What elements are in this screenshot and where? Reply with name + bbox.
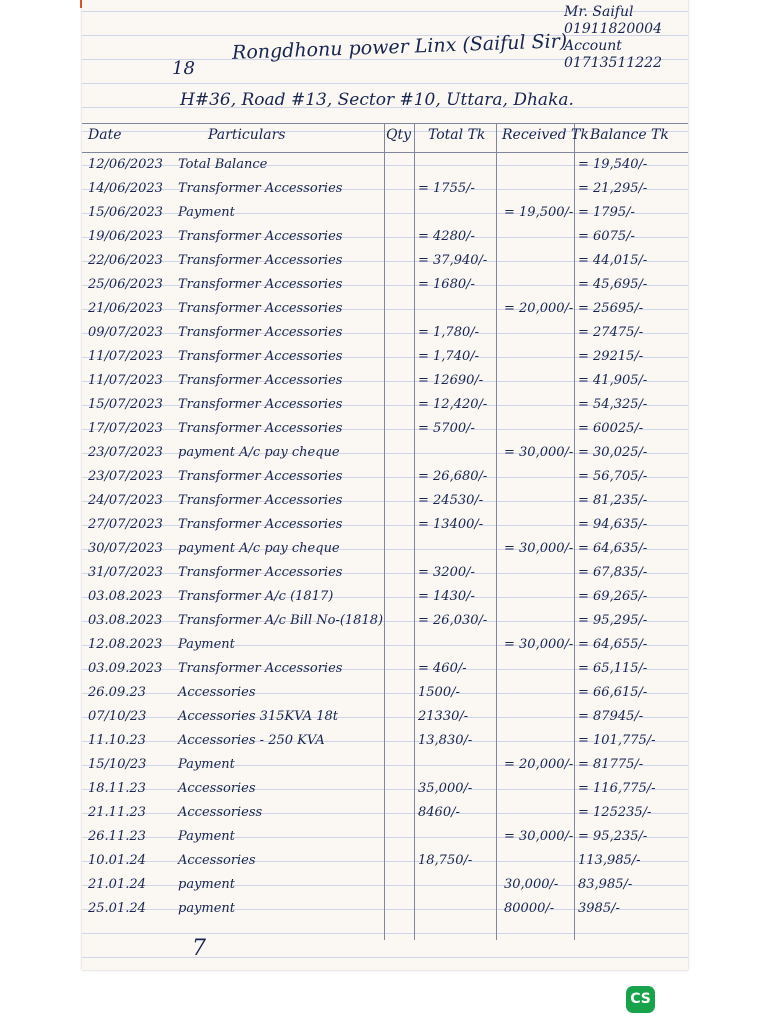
cell-particulars: Transformer A/c (1817) [178, 589, 334, 604]
cell-balance: = 87945/- [578, 709, 644, 724]
ledger-row [82, 225, 688, 249]
cell-total: = 26,680/- [418, 469, 488, 484]
ledger-row [82, 249, 688, 273]
cell-particulars: Transformer Accessories [178, 565, 343, 580]
cell-particulars: Payment [178, 757, 235, 772]
cell-date: 07/10/23 [88, 709, 147, 724]
ledger-row [82, 609, 688, 633]
cell-particulars: Accessoriess [178, 805, 263, 820]
cell-date: 30/07/2023 [88, 541, 163, 556]
cell-total: = 24530/- [418, 493, 484, 508]
cell-balance: 3985/- [578, 901, 620, 916]
cell-particulars: payment A/c pay cheque [178, 445, 340, 460]
cell-particulars: payment [178, 901, 236, 916]
contact-block [564, 4, 662, 72]
ledger-row [82, 297, 688, 321]
cell-total: = 4280/- [418, 229, 475, 244]
cell-particulars: Transformer Accessories [178, 181, 343, 196]
ledger-row [82, 777, 688, 801]
cell-date: 11/07/2023 [88, 373, 163, 388]
cell-particulars: Accessories [178, 781, 256, 796]
cell-date: 21/06/2023 [88, 301, 163, 316]
ledger-row [82, 177, 688, 201]
cell-date: 17/07/2023 [88, 421, 163, 436]
ledger-row [82, 393, 688, 417]
cell-date: 31/07/2023 [88, 565, 163, 580]
cell-balance: = 81,235/- [578, 493, 648, 508]
cell-total: 1500/- [418, 685, 460, 700]
cell-total: = 12,420/- [418, 397, 488, 412]
ledger-row [82, 705, 688, 729]
cell-balance: = 95,295/- [578, 613, 648, 628]
col-header-qty: Qty [386, 127, 412, 143]
cell-date: 12.08.2023 [88, 637, 163, 652]
cell-date: 19/06/2023 [88, 229, 163, 244]
cell-balance: = 101,775/- [578, 733, 656, 748]
cell-total: = 1755/- [418, 181, 475, 196]
ledger-row [82, 873, 688, 897]
cell-date: 27/07/2023 [88, 517, 163, 532]
cell-particulars: Accessories 315KVA 18t [178, 709, 338, 724]
cell-date: 21.11.23 [88, 805, 146, 820]
cell-balance: 83,985/- [578, 877, 633, 892]
cell-received: = 20,000/- [504, 757, 574, 772]
cell-particulars: Transformer A/c Bill No-(1818) [178, 613, 384, 628]
cell-balance: = 81775/- [578, 757, 644, 772]
cell-balance: = 95,235/- [578, 829, 648, 844]
col-header-received: Received Tk [502, 127, 589, 143]
cell-balance: = 44,015/- [578, 253, 648, 268]
cell-balance: = 30,025/- [578, 445, 648, 460]
cell-particulars: payment [178, 877, 236, 892]
cell-total: = 1,780/- [418, 325, 480, 340]
ledger-row [82, 753, 688, 777]
cell-received: = 30,000/- [504, 541, 574, 556]
cell-date: 26.09.23 [88, 685, 146, 700]
cell-total: = 1,740/- [418, 349, 480, 364]
scribble-mark: 7 [192, 936, 206, 961]
ledger-row [82, 321, 688, 345]
cell-total: 35,000/- [418, 781, 473, 796]
ledger-row [82, 537, 688, 561]
cell-particulars: Total Balance [178, 157, 268, 172]
cell-particulars: Accessories [178, 685, 256, 700]
cell-date: 23/07/2023 [88, 445, 163, 460]
cell-received: = 20,000/- [504, 301, 574, 316]
cell-date: 25.01.24 [88, 901, 146, 916]
cell-total: = 3200/- [418, 565, 475, 580]
cell-received: = 30,000/- [504, 445, 574, 460]
cell-received: = 30,000/- [504, 637, 574, 652]
ledger-row [82, 201, 688, 225]
cell-particulars: Transformer Accessories [178, 493, 343, 508]
cell-particulars: Transformer Accessories [178, 349, 343, 364]
cell-particulars: Transformer Accessories [178, 277, 343, 292]
cell-date: 11.10.23 [88, 733, 146, 748]
cell-particulars: Accessories - 250 KVA [178, 733, 325, 748]
cell-total: = 5700/- [418, 421, 475, 436]
ledger-row [82, 825, 688, 849]
page-number: 18 [172, 58, 195, 79]
cell-received: = 30,000/- [504, 829, 574, 844]
cell-date: 26.11.23 [88, 829, 146, 844]
cell-total: 8460/- [418, 805, 460, 820]
cell-particulars: Transformer Accessories [178, 253, 343, 268]
cell-date: 03.08.2023 [88, 589, 163, 604]
cell-balance: = 56,705/- [578, 469, 648, 484]
ledger-row [82, 897, 688, 921]
cell-received: = 19,500/- [504, 205, 574, 220]
cell-particulars: Accessories [178, 853, 256, 868]
camscanner-badge: CS [626, 986, 655, 1013]
contact-name: Mr. Saiful [564, 4, 634, 20]
cell-date: 21.01.24 [88, 877, 146, 892]
account-number: 01713511222 [564, 55, 662, 71]
cell-balance: = 66,615/- [578, 685, 648, 700]
ledger-row [82, 681, 688, 705]
ledger-row [82, 489, 688, 513]
cell-balance: = 41,905/- [578, 373, 648, 388]
cell-date: 15/10/23 [88, 757, 147, 772]
cell-balance: = 19,540/- [578, 157, 648, 172]
cell-date: 14/06/2023 [88, 181, 163, 196]
cell-balance: = 64,655/- [578, 637, 648, 652]
cell-date: 25/06/2023 [88, 277, 163, 292]
cell-balance: = 65,115/- [578, 661, 648, 676]
cell-balance: 113,985/- [578, 853, 641, 868]
cell-total: = 26,030/- [418, 613, 488, 628]
account-label: Account [564, 38, 622, 54]
cell-particulars: Transformer Accessories [178, 517, 343, 532]
cell-received: 80000/- [504, 901, 555, 916]
cell-balance: = 27475/- [578, 325, 644, 340]
cell-date: 15/06/2023 [88, 205, 163, 220]
ledger-row [82, 465, 688, 489]
cell-total: = 460/- [418, 661, 467, 676]
cell-balance: = 69,265/- [578, 589, 648, 604]
cell-balance: = 67,835/- [578, 565, 648, 580]
cell-balance: = 116,775/- [578, 781, 656, 796]
cell-balance: = 1795/- [578, 205, 635, 220]
cell-date: 23/07/2023 [88, 469, 163, 484]
cell-date: 10.01.24 [88, 853, 146, 868]
ledger-row [82, 441, 688, 465]
cell-balance: = 45,695/- [578, 277, 648, 292]
cell-particulars: Payment [178, 205, 235, 220]
cell-date: 09/07/2023 [88, 325, 163, 340]
ledger-row [82, 273, 688, 297]
cell-balance: = 60025/- [578, 421, 644, 436]
ledger-title: Rongdhonu power Linx (Saiful Sir) [231, 30, 568, 64]
cell-particulars: Transformer Accessories [178, 325, 343, 340]
cell-total: 13,830/- [418, 733, 473, 748]
ledger-row [82, 801, 688, 825]
col-header-total: Total Tk [428, 127, 486, 143]
ledger-row [82, 513, 688, 537]
cell-balance: = 125235/- [578, 805, 652, 820]
cell-balance: = 64,635/- [578, 541, 648, 556]
ledger-row [82, 153, 688, 177]
cell-total: = 1680/- [418, 277, 475, 292]
cell-total: = 12690/- [418, 373, 484, 388]
cell-balance: = 25695/- [578, 301, 644, 316]
cell-total: = 1430/- [418, 589, 475, 604]
col-header-particulars: Particulars [208, 127, 286, 143]
ledger-row [82, 729, 688, 753]
cell-date: 22/06/2023 [88, 253, 163, 268]
cell-balance: = 94,635/- [578, 517, 648, 532]
cell-date: 12/06/2023 [88, 157, 163, 172]
ledger-row [82, 585, 688, 609]
cell-particulars: Transformer Accessories [178, 373, 343, 388]
cell-total: = 37,940/- [418, 253, 488, 268]
cell-received: 30,000/- [504, 877, 559, 892]
cell-particulars: Payment [178, 829, 235, 844]
cell-particulars: Transformer Accessories [178, 229, 343, 244]
ledger-row [82, 849, 688, 873]
cell-total: 21330/- [418, 709, 469, 724]
cell-particulars: Transformer Accessories [178, 421, 343, 436]
cell-particulars: Transformer Accessories [178, 661, 343, 676]
ledger-page [82, 0, 688, 970]
cell-date: 15/07/2023 [88, 397, 163, 412]
col-header-date: Date [88, 127, 122, 143]
ledger-row [82, 561, 688, 585]
ledger-row [82, 633, 688, 657]
cell-balance: = 21,295/- [578, 181, 648, 196]
cell-particulars: payment A/c pay cheque [178, 541, 340, 556]
ledger-row [82, 369, 688, 393]
cell-date: 11/07/2023 [88, 349, 163, 364]
cell-date: 18.11.23 [88, 781, 146, 796]
cell-particulars: Transformer Accessories [178, 301, 343, 316]
col-header-balance: Balance Tk [590, 127, 669, 143]
cell-particulars: Transformer Accessories [178, 469, 343, 484]
cell-balance: = 29215/- [578, 349, 644, 364]
cell-date: 03.09.2023 [88, 661, 163, 676]
ledger-row [82, 657, 688, 681]
header-top-rule [82, 123, 688, 124]
ledger-row [82, 345, 688, 369]
cell-total: = 13400/- [418, 517, 484, 532]
cell-particulars: Payment [178, 637, 235, 652]
ledger-row [82, 417, 688, 441]
cell-date: 24/07/2023 [88, 493, 163, 508]
cell-balance: = 54,325/- [578, 397, 648, 412]
contact-phone: 01911820004 [564, 21, 662, 37]
cell-particulars: Transformer Accessories [178, 397, 343, 412]
cell-total: 18,750/- [418, 853, 473, 868]
cell-date: 03.08.2023 [88, 613, 163, 628]
cell-balance: = 6075/- [578, 229, 635, 244]
address: H#36, Road #13, Sector #10, Uttara, Dhaka. [180, 90, 574, 110]
